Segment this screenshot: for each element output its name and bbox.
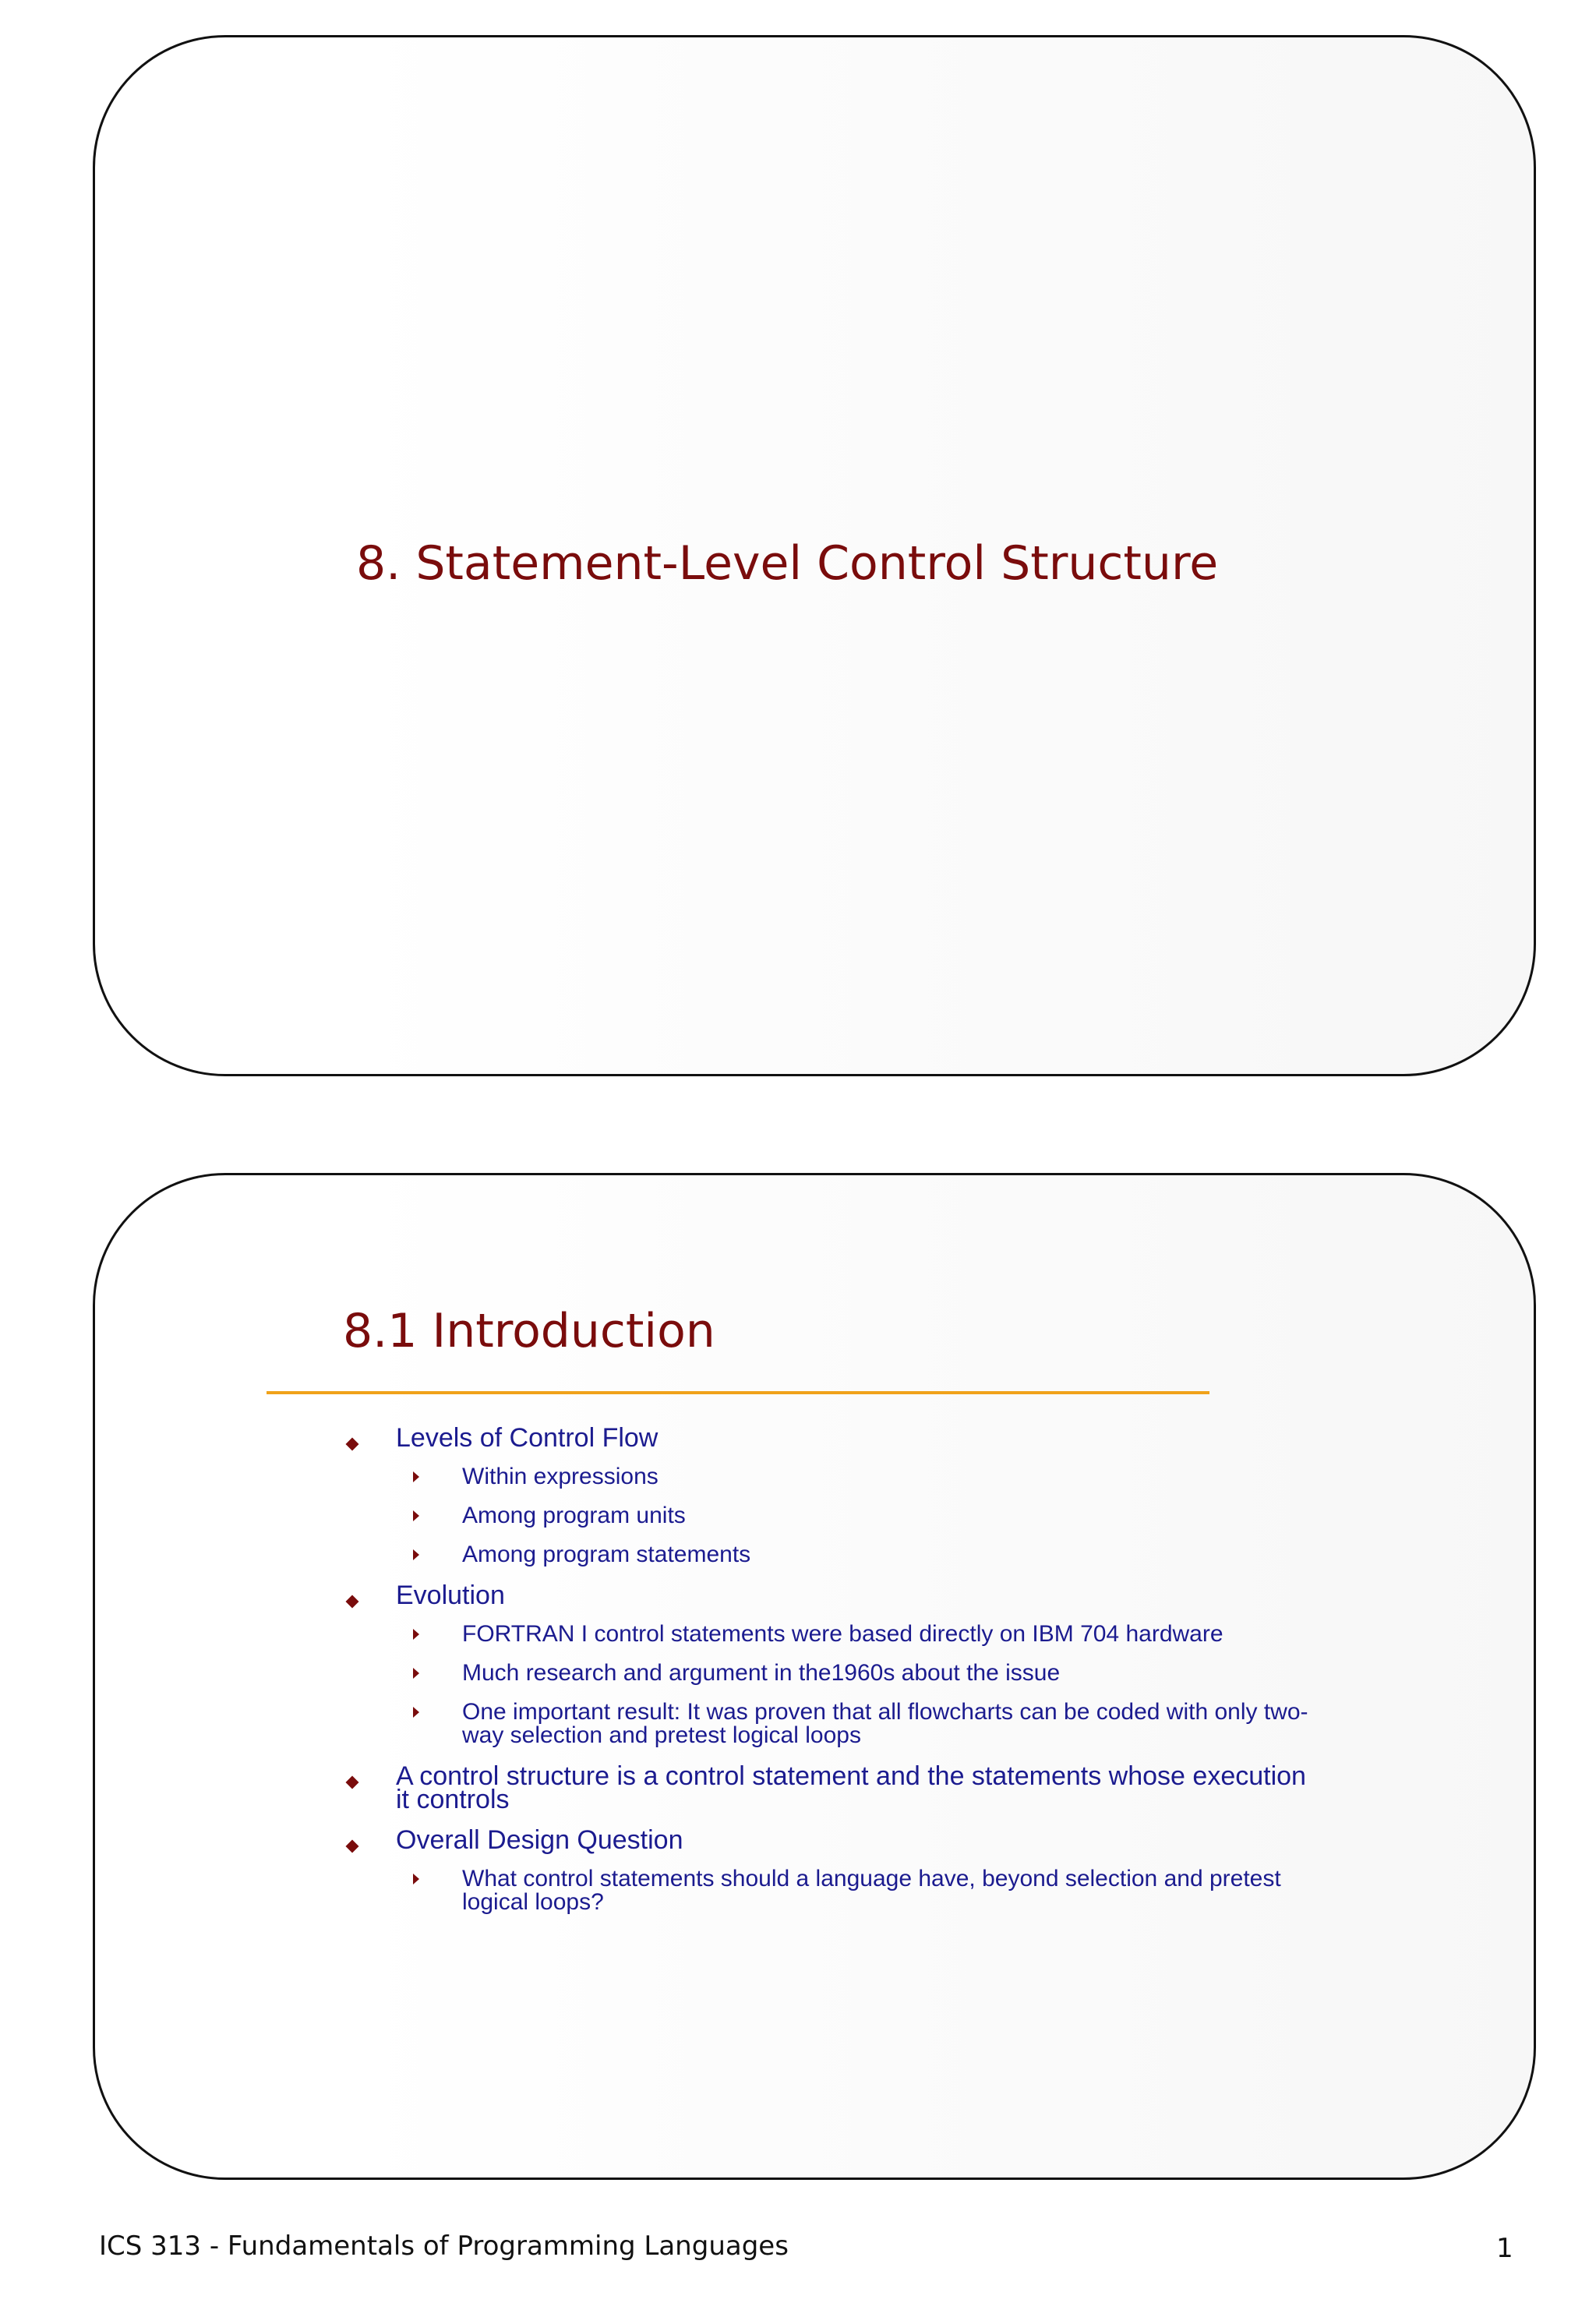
sub-bullet-item xyxy=(396,1867,1317,1914)
triangle-bullet-icon xyxy=(413,1707,419,1718)
triangle-bullet-icon xyxy=(413,1549,419,1560)
bullet-list xyxy=(343,1423,1317,1931)
sub-bullet-item xyxy=(396,1465,1317,1489)
sub-bullet-item xyxy=(396,1623,1317,1646)
bullet-item xyxy=(343,1423,1317,1567)
sub-bullet-text: Much research and argument in the1960s about the issue xyxy=(462,1660,1061,1686)
sub-bullet-list xyxy=(396,1623,1317,1747)
page-number: 1 xyxy=(1496,2233,1513,2264)
sub-bullet-list xyxy=(396,1867,1317,1914)
slide-2-title: 8.1 Introduction xyxy=(343,1304,715,1358)
diamond-bullet-icon xyxy=(346,1438,359,1451)
title-underline xyxy=(267,1391,1209,1394)
bullet-item xyxy=(343,1825,1317,1915)
sub-bullet-item xyxy=(396,1701,1317,1747)
diamond-bullet-icon xyxy=(346,1840,359,1853)
slide-1 xyxy=(93,35,1536,1076)
triangle-bullet-icon xyxy=(413,1629,419,1640)
sub-bullet-text: Within expressions xyxy=(462,1464,659,1489)
bullet-item xyxy=(343,1761,1317,1814)
bullet-text: Evolution xyxy=(396,1581,505,1610)
sub-bullet-item xyxy=(396,1543,1317,1566)
sub-bullet-text: Among program statements xyxy=(462,1542,751,1567)
diamond-bullet-icon xyxy=(346,1595,359,1609)
bullet-item xyxy=(343,1581,1317,1748)
footer-course-name: ICS 313 - Fundamentals of Programming Languages xyxy=(99,2231,789,2262)
triangle-bullet-icon xyxy=(413,1874,419,1884)
bullet-text: Overall Design Question xyxy=(396,1825,683,1855)
sub-bullet-list xyxy=(396,1465,1317,1566)
diamond-bullet-icon xyxy=(346,1776,359,1789)
triangle-bullet-icon xyxy=(413,1471,419,1482)
bullet-text: A control structure is a control statement and the statements whose execution it controls xyxy=(396,1761,1306,1814)
triangle-bullet-icon xyxy=(413,1510,419,1521)
sub-bullet-text: Among program units xyxy=(462,1503,686,1528)
sub-bullet-text: FORTRAN I control statements were based directly on IBM 704 hardware xyxy=(462,1621,1223,1647)
slide-2 xyxy=(93,1173,1536,2180)
sub-bullet-item xyxy=(396,1662,1317,1685)
slide-1-title: 8. Statement-Level Control Structure xyxy=(356,536,1219,591)
sub-bullet-text: One important result: It was proven that all flowcharts can be coded with only two-way selection and pretest logical loops xyxy=(462,1699,1308,1748)
triangle-bullet-icon xyxy=(413,1668,419,1679)
sub-bullet-item xyxy=(396,1504,1317,1528)
sub-bullet-text: What control statements should a language have, beyond selection and pretest logical loops? xyxy=(462,1866,1281,1915)
bullet-text: Levels of Control Flow xyxy=(396,1423,659,1453)
